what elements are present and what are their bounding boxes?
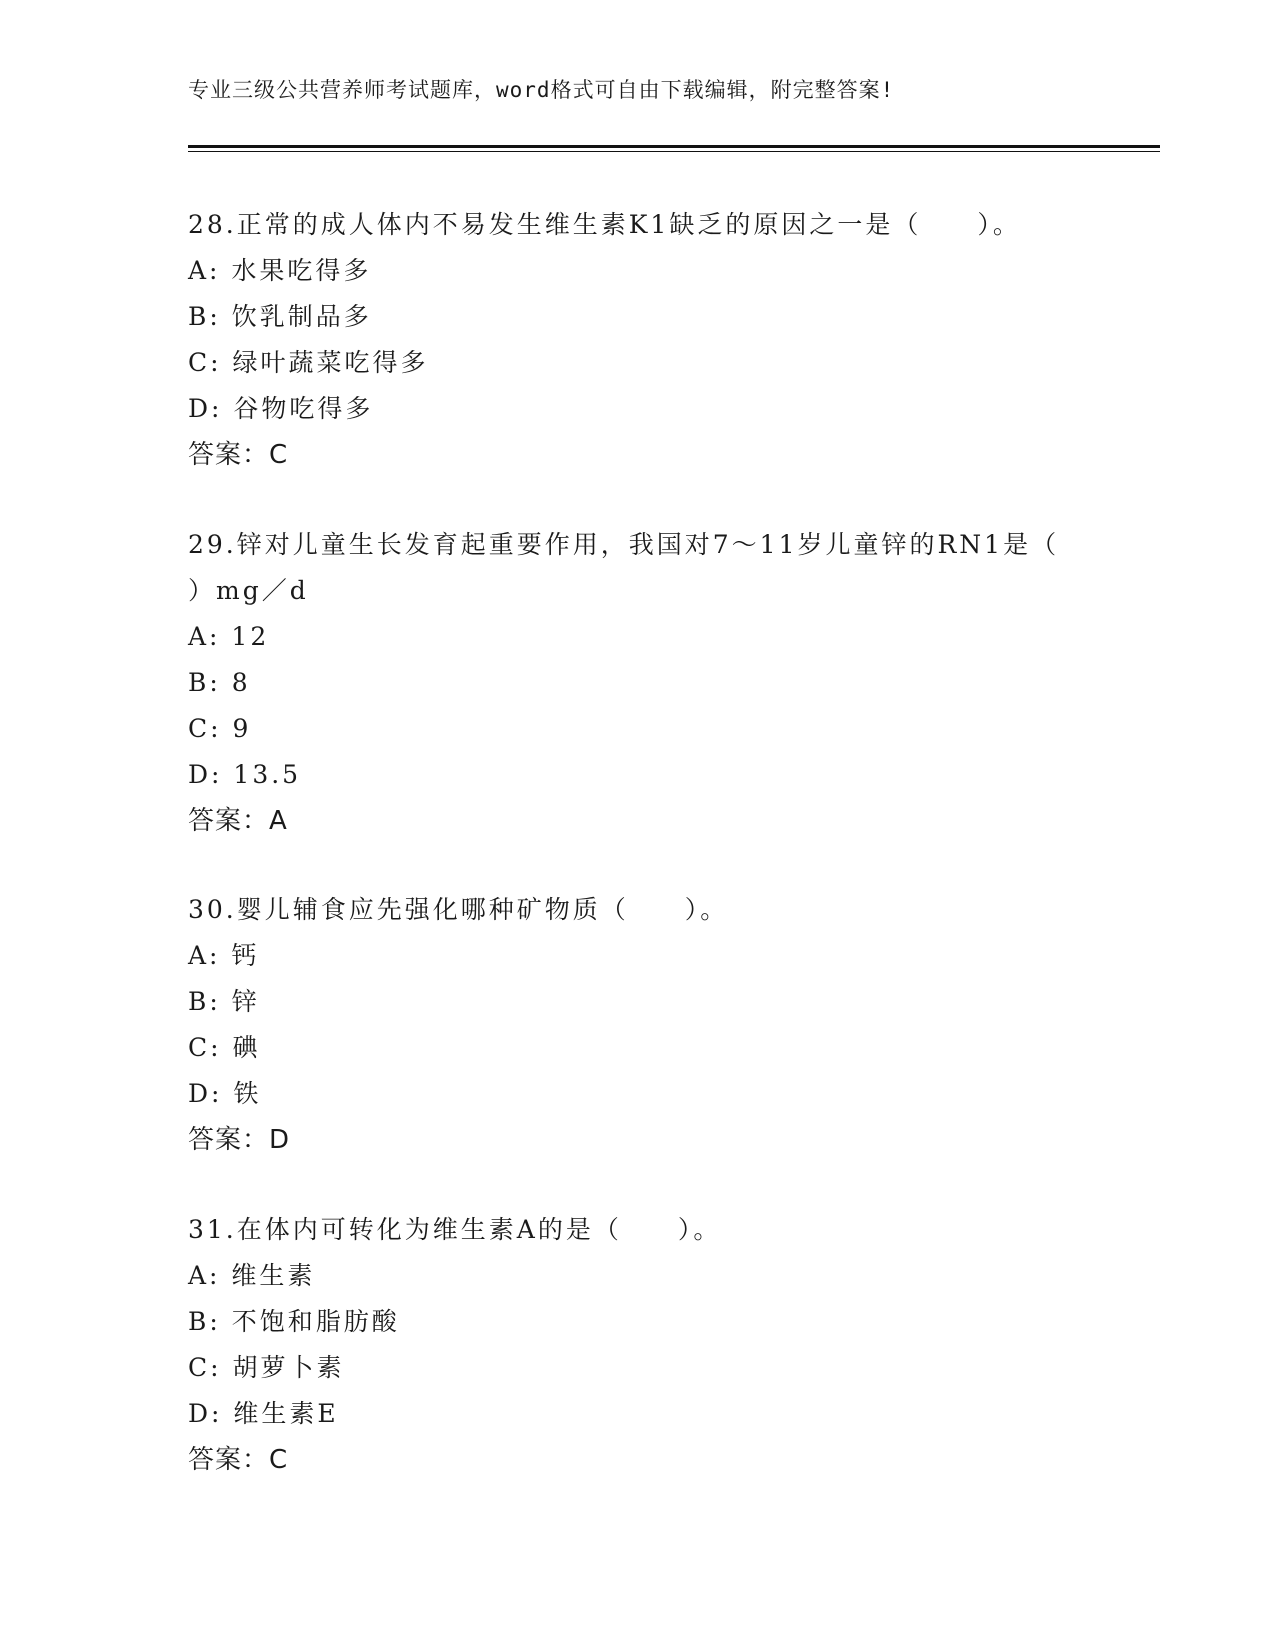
option-a: A: 钙 — [188, 941, 260, 970]
answer-line: 答案：C — [188, 440, 289, 470]
question-30 — [188, 887, 1088, 1163]
option-b: B: 8 — [188, 668, 251, 697]
question-29 — [188, 522, 1088, 844]
question-stem: 31.在体内可转化为维生素A的是（ ）。 — [188, 1215, 722, 1244]
option-a: A: 维生素 — [188, 1261, 316, 1290]
option-c: C: 绿叶蔬菜吃得多 — [188, 348, 429, 377]
option-d: D: 铁 — [188, 1079, 262, 1108]
option-d: D: 谷物吃得多 — [188, 394, 374, 423]
answer-line: 答案：D — [188, 1125, 291, 1155]
page-header: 专业三级公共营养师考试题库，word格式可自由下载编辑，附完整答案! — [188, 78, 895, 102]
question-28 — [188, 202, 1088, 478]
option-a: A: 12 — [188, 622, 270, 651]
option-b: B: 饮乳制品多 — [188, 302, 372, 331]
answer-line: 答案：A — [188, 806, 288, 836]
header-divider-thick — [188, 145, 1160, 148]
option-b: B: 不饱和脂肪酸 — [188, 1307, 400, 1336]
question-31 — [188, 1207, 1088, 1483]
option-c: C: 碘 — [188, 1033, 261, 1062]
option-a: A: 水果吃得多 — [188, 256, 372, 285]
question-stem: 30.婴儿辅食应先强化哪种矿物质（ ）。 — [188, 895, 729, 924]
question-stem-continued: ）mg／d — [188, 576, 309, 605]
option-d: D: 维生素E — [188, 1399, 339, 1428]
option-c: C: 胡萝卜素 — [188, 1353, 345, 1382]
question-stem: 28.正常的成人体内不易发生维生素K1缺乏的原因之一是（ ）。 — [188, 210, 1021, 239]
option-d: D: 13.5 — [188, 760, 302, 789]
option-b: B: 锌 — [188, 987, 260, 1016]
answer-line: 答案：C — [188, 1445, 289, 1475]
header-divider-thin — [188, 151, 1160, 152]
option-c: C: 9 — [188, 714, 252, 743]
question-stem: 29.锌对儿童生长发育起重要作用，我国对7～11岁儿童锌的RN1是（ — [188, 530, 1060, 559]
